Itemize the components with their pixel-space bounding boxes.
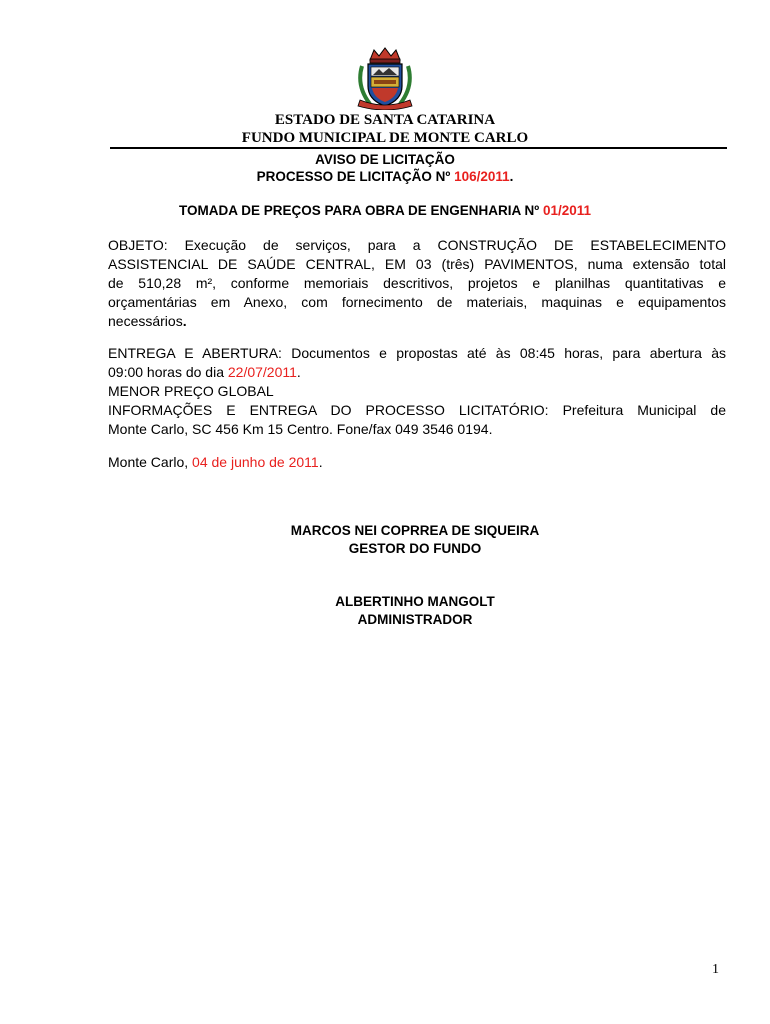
header-fund-name: FUNDO MUNICIPAL DE MONTE CARLO	[241, 130, 529, 146]
objeto-line-5-text: necessários	[108, 313, 183, 329]
dateline-prefix: Monte Carlo,	[108, 454, 193, 470]
dateline-suffix: .	[318, 454, 323, 470]
tomada-number: 01/2011	[542, 203, 591, 218]
page-number: 1	[712, 962, 719, 977]
objeto-paragraph	[108, 236, 726, 331]
entrega-line-2-suffix: .	[296, 364, 301, 380]
objeto-line-2: ASSISTENCIAL DE SAÚDE CENTRAL, EM 03 (três) PAVIMENTOS, numa extensão total	[108, 256, 726, 272]
entrega-line-3: MENOR PREÇO GLOBAL	[108, 383, 274, 399]
header-divider	[110, 147, 727, 149]
process-number: 106/2011	[454, 169, 510, 184]
objeto-line-4: orçamentárias em Anexo, com fornecimento de materiais, maquinas e equipamentos	[108, 294, 726, 310]
signature-1-role: GESTOR DO FUNDO	[348, 541, 482, 556]
process-line	[0, 168, 770, 185]
process-prefix: PROCESSO DE LICITAÇÃO Nº	[256, 169, 455, 184]
dateline	[108, 453, 726, 472]
header-state-name: ESTADO DE SANTA CATARINA	[274, 112, 496, 128]
signature-1-name: MARCOS NEI COPRREA DE SIQUEIRA	[290, 523, 540, 538]
entrega-line-4: INFORMAÇÕES E ENTREGA DO PROCESSO LICITATÓRIO: Prefeitura Municipal de	[108, 402, 726, 418]
entrega-line-2	[108, 363, 726, 382]
dateline-date: 04 de junho de 2011	[192, 454, 319, 470]
tomada-prefix: TOMADA DE PREÇOS PARA OBRA DE ENGENHARIA Nº	[178, 203, 543, 218]
entrega-line-5: Monte Carlo, SC 456 Km 15 Centro. Fone/fax 049 3546 0194.	[108, 421, 493, 437]
objeto-line-5-end: .	[182, 313, 187, 329]
coat-of-arms-logo	[354, 46, 416, 110]
entrega-line-1: ENTREGA E ABERTURA: Documentos e propostas até às 08:45 horas, para abertura às	[108, 345, 726, 361]
signature-2-role: ADMINISTRADOR	[357, 612, 473, 627]
notice-title: AVISO DE LICITAÇÃO	[315, 152, 455, 167]
entrega-line-2-prefix: 09:00 horas do dia	[108, 364, 228, 380]
entrega-date: 22/07/2011	[227, 364, 297, 380]
process-suffix: .	[509, 169, 514, 184]
objeto-line-5	[108, 312, 726, 331]
entrega-paragraph	[108, 344, 726, 439]
objeto-line-1: OBJETO: Execução de serviços, para a CONSTRUÇÃO DE ESTABELECIMENTO	[108, 237, 726, 253]
tomada-line	[0, 202, 770, 219]
objeto-line-3: de 510,28 m², conforme memoriais descritivos, projetos e planilhas quantitativas e	[108, 275, 726, 291]
signature-2-name: ALBERTINHO MANGOLT	[335, 594, 495, 609]
